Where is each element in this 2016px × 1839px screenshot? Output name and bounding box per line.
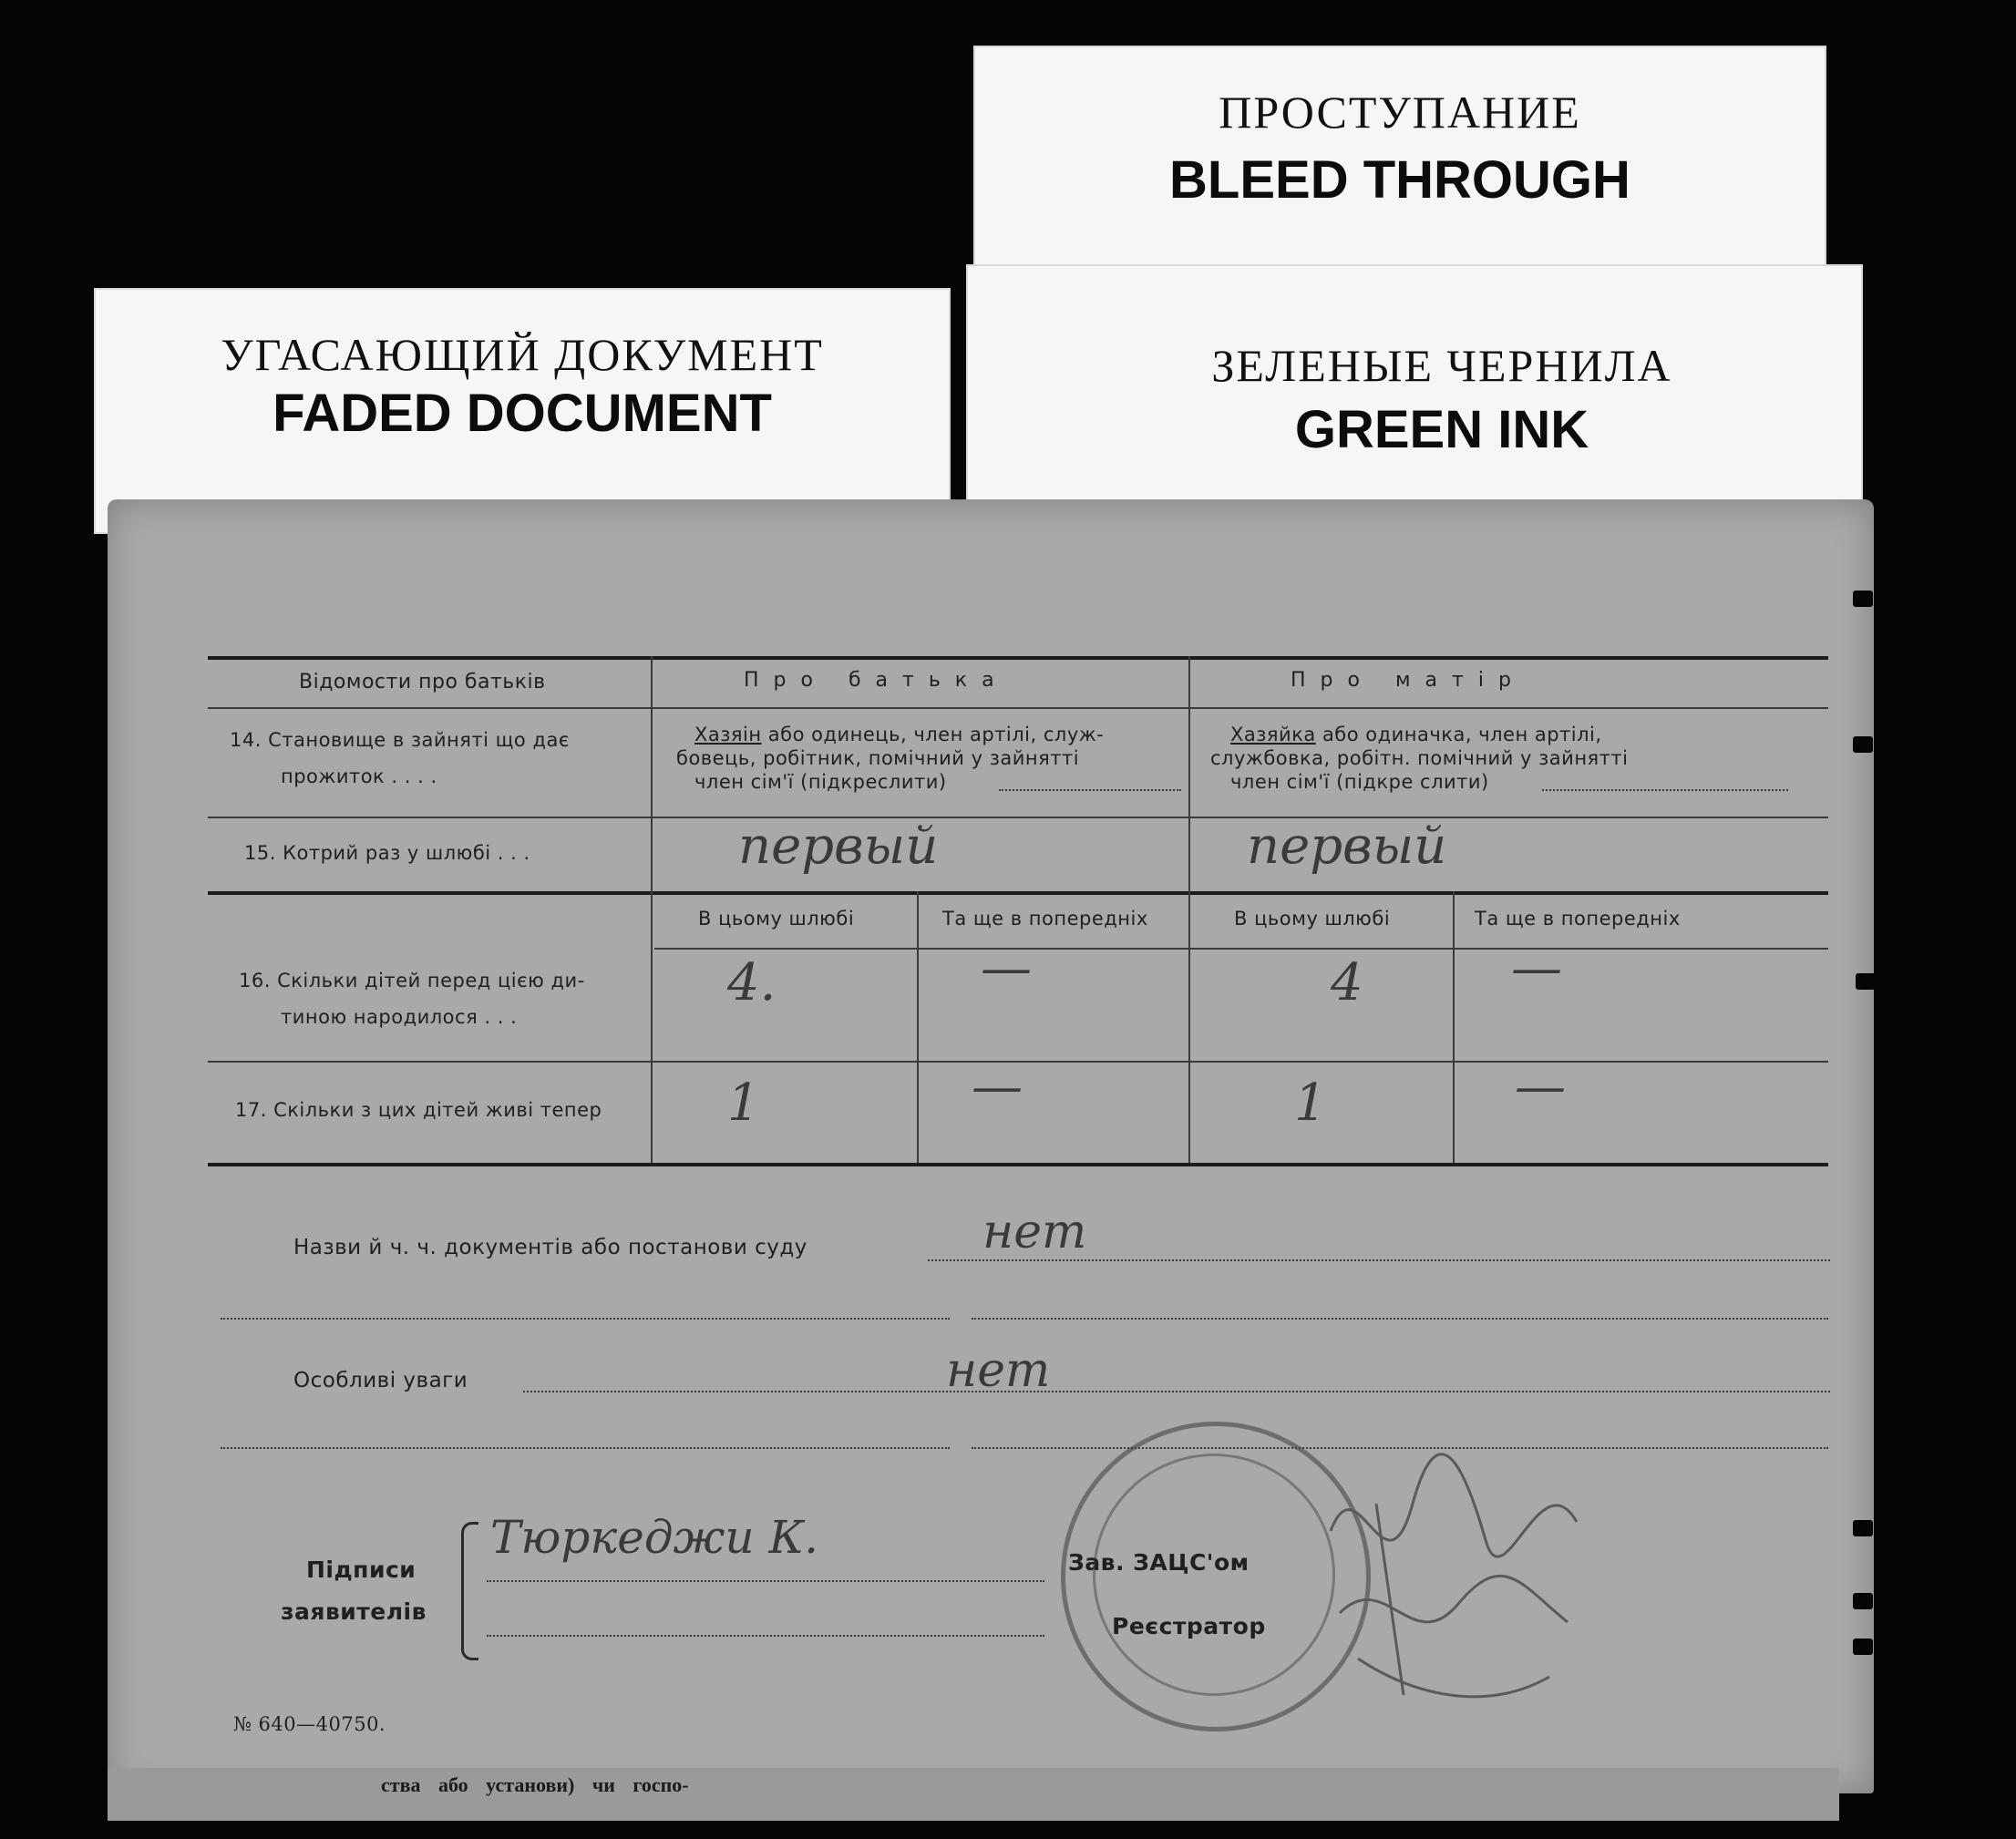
table-column-rule <box>1453 891 1455 1163</box>
signature-line <box>487 1635 1044 1637</box>
subheader-previous: Та ще в попередніх <box>1475 908 1681 930</box>
notes-label: Особливі уваги <box>293 1369 468 1392</box>
faded-document-label-card <box>94 288 951 534</box>
subheader-this-marriage: В цьому шлюбі <box>698 908 855 930</box>
row15-label: 15. Котрий раз у шлюбі . . . <box>244 842 530 864</box>
green-ink-label-card <box>966 264 1863 519</box>
bleed-through-ru-text: ПРОСТУПАНИЕ <box>1219 87 1581 138</box>
underlying-page-strip <box>108 1768 1839 1821</box>
row14-mother-line1 <box>1230 724 1602 745</box>
column-header-father: Про батька <box>744 669 1009 692</box>
row14-father-line3: член сім'ї (підкреслити) <box>694 771 947 793</box>
form-number: № 640—40750. <box>233 1713 386 1735</box>
faded-document-en-text: FADED DOCUMENT <box>273 384 772 443</box>
table-column-rule <box>917 891 919 1163</box>
underlying-page-text: ства або установи) чи госпо- <box>381 1773 689 1796</box>
edge-notch <box>1856 973 1874 990</box>
subheader-this-marriage: В цьому шлюбі <box>1234 908 1391 930</box>
row14-label: 14. Становище в зайняті що дає <box>230 729 570 751</box>
dotted-line <box>928 1259 1830 1261</box>
row16-father-this: 4. <box>727 953 777 1012</box>
head-of-office-label: Зав. ЗАЦС'ом <box>1068 1549 1250 1576</box>
row14-father-line1 <box>694 724 1104 745</box>
row14-label-cont: прожиток . . . . <box>281 765 437 787</box>
row16-label: 16. Скільки дітей перед цією ди- <box>239 970 585 991</box>
row14-father-line2: бовець, робітник, помічний у зайнятті <box>676 747 1080 769</box>
row14-mother-line2: службовка, робітн. помічний у зайнятті <box>1210 747 1629 769</box>
signatures-label-cont: заявителів <box>281 1598 427 1625</box>
bleed-through-en-text: BLEED THROUGH <box>1169 150 1630 210</box>
row17-label: 17. Скільки з цих дітей живі тепер <box>235 1099 602 1121</box>
column-header-info: Відомости про батьків <box>299 671 546 693</box>
edge-notch <box>1853 1639 1873 1655</box>
seal-inner-ring <box>1093 1454 1335 1696</box>
row16-mother-prev: — <box>1511 939 1562 998</box>
faded-document-ru-text: УГАСАЮЩИЙ ДОКУМЕНТ <box>221 329 824 380</box>
table-bottom-rule <box>208 1163 1828 1166</box>
dotted-line <box>1542 789 1788 791</box>
column-header-mother: Про матір <box>1291 669 1526 692</box>
table-top-rule <box>208 656 1828 660</box>
row14-father-underlined: Хазяін <box>694 724 762 745</box>
row14-mother-underlined: Хазяйка <box>1230 724 1316 745</box>
official-signature-scribble <box>1303 1422 1622 1731</box>
table-column-rule <box>1188 656 1190 1163</box>
row14-mother-text: або одиначка, член артілі, <box>1315 724 1602 745</box>
dotted-line <box>999 789 1181 791</box>
edge-notch <box>1853 591 1873 607</box>
green-ink-en-text: GREEN INK <box>1294 400 1589 459</box>
edge-notch <box>1853 1520 1873 1536</box>
row14-father-text: або одинець, член артілі, служ- <box>761 724 1105 745</box>
notes-handwriting: нет <box>946 1343 1051 1398</box>
row17-father-prev: — <box>972 1057 1023 1116</box>
row17-mother-prev: — <box>1515 1057 1566 1116</box>
bleed-through-label-card <box>973 46 1826 292</box>
signature-brace <box>461 1522 478 1660</box>
row17-mother-this: 1 <box>1294 1074 1327 1133</box>
dotted-line <box>221 1318 950 1320</box>
green-ink-ru-text: ЗЕЛЕНЫЕ ЧЕРНИЛА <box>1211 340 1672 391</box>
row16-label-cont: тиною народилося . . . <box>281 1006 518 1028</box>
row15-mother-handwriting: первый <box>1247 817 1447 876</box>
dotted-line <box>523 1391 1830 1392</box>
applicant-signature: Тюркеджи К. <box>490 1511 819 1564</box>
table-header-rule <box>208 707 1828 709</box>
row15-father-handwriting: первый <box>738 817 939 876</box>
table-row-rule <box>208 817 1828 818</box>
row17-father-this: 1 <box>727 1074 760 1133</box>
documents-label: Назви й ч. ч. документів або постанови суду <box>293 1236 807 1259</box>
signatures-label: Підписи <box>306 1556 417 1583</box>
table-column-rule <box>651 656 653 1163</box>
table-row-rule <box>208 891 1828 895</box>
registrar-label: Реєстратор <box>1112 1613 1266 1639</box>
row16-mother-this: 4 <box>1331 953 1363 1012</box>
row14-mother-line3: член сім'ї (підкре слити) <box>1230 771 1489 793</box>
table-subheader-rule <box>654 948 1828 950</box>
dotted-line <box>972 1318 1828 1320</box>
row16-father-prev: — <box>981 939 1032 998</box>
edge-notch <box>1853 1593 1873 1609</box>
signature-line <box>487 1580 1044 1582</box>
subheader-previous: Та ще в попередніх <box>942 908 1148 930</box>
documents-handwriting: нет <box>982 1205 1087 1259</box>
dotted-line <box>221 1447 950 1449</box>
edge-notch <box>1853 736 1873 753</box>
